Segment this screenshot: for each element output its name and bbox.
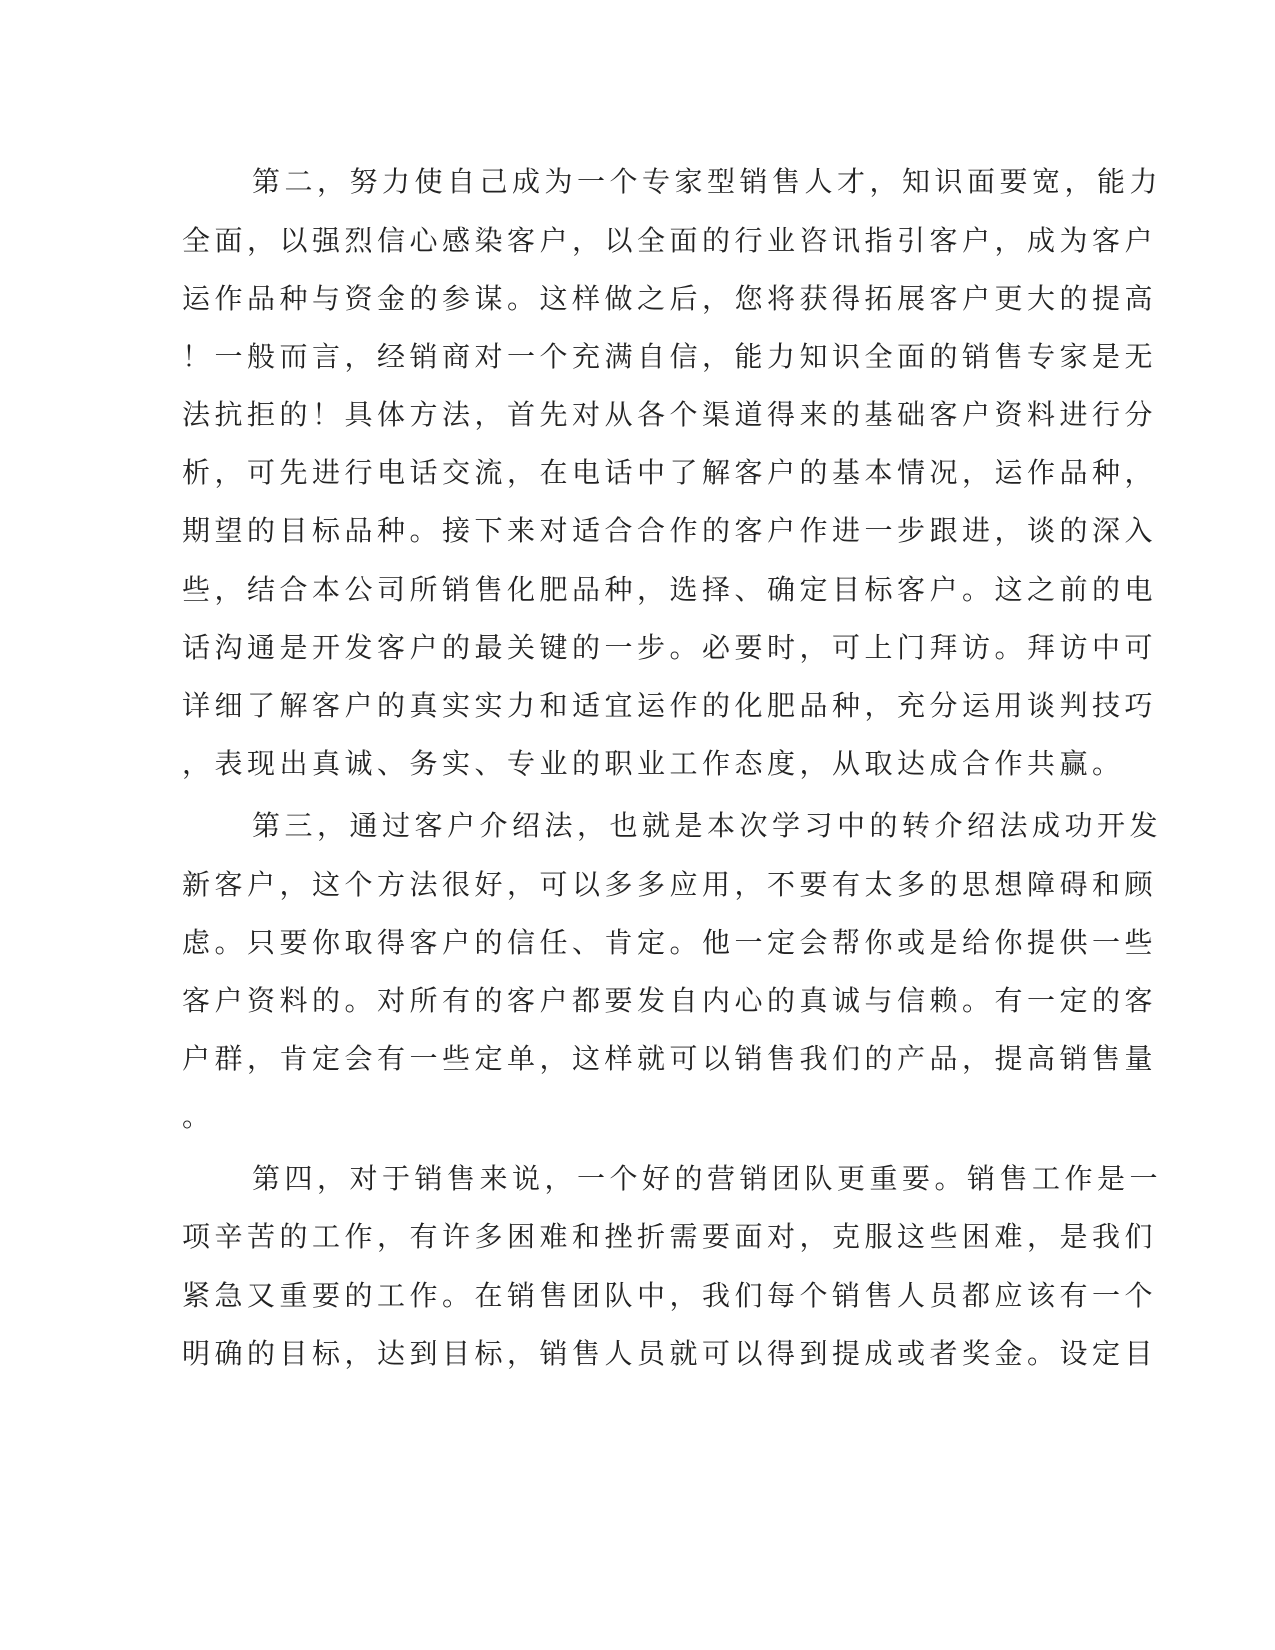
paragraph-2-line-3: 运作品种与资金的参谋。这样做之后，您将获得拓展客户更大的提高 [182,282,1158,315]
paragraph-3-line-2: 新客户，这个方法很好，可以多多应用，不要有太多的思想障碍和顾 [182,868,1158,901]
paragraph-2-line-5: 法抗拒的！具体方法，首先对从各个渠道得来的基础客户资料进行分 [182,398,1158,431]
paragraph-2-line-11: ，表现出真诚、务实、专业的职业工作态度，从取达成合作共赢。 [182,747,1125,780]
paragraph-3-line-5: 户群，肯定会有一些定单，这样就可以销售我们的产品，提高销售量 [182,1042,1158,1075]
paragraph-2-line-7: 期望的目标品种。接下来对适合合作的客户作进一步跟进，谈的深入 [182,514,1158,547]
paragraph-2-line-2: 全面，以强烈信心感染客户，以全面的行业咨讯指引客户，成为客户 [182,224,1158,257]
paragraph-4-line-1: 第四，对于销售来说，一个好的营销团队更重要。销售工作是一 [252,1162,1163,1195]
paragraph-2-line-10: 详细了解客户的真实实力和适宜运作的化肥品种，充分运用谈判技巧 [182,689,1158,722]
paragraph-2-line-4: ！一般而言，经销商对一个充满自信，能力知识全面的销售专家是无 [182,340,1158,373]
paragraph-2-line-8: 些，结合本公司所销售化肥品种，选择、确定目标客户。这之前的电 [182,573,1158,606]
paragraph-2-line-1: 第二，努力使自己成为一个专家型销售人才，知识面要宽，能力 [252,165,1163,198]
paragraph-3-line-1: 第三，通过客户介绍法，也就是本次学习中的转介绍法成功开发 [252,809,1163,842]
paragraph-4-line-3: 紧急又重要的工作。在销售团队中，我们每个销售人员都应该有一个 [182,1279,1158,1312]
paragraph-3-line-6: 。 [182,1100,215,1133]
paragraph-4-line-4: 明确的目标，达到目标，销售人员就可以得到提成或者奖金。设定目 [182,1337,1158,1370]
paragraph-2-line-6: 析，可先进行电话交流，在电话中了解客户的基本情况，运作品种， [182,456,1158,489]
paragraph-4-line-2: 项辛苦的工作，有许多困难和挫折需要面对，克服这些困难，是我们 [182,1220,1158,1253]
paragraph-2-line-9: 话沟通是开发客户的最关键的一步。必要时，可上门拜访。拜访中可 [182,631,1158,664]
paragraph-3-line-4: 客户资料的。对所有的客户都要发自内心的真诚与信赖。有一定的客 [182,984,1158,1017]
paragraph-3-line-3: 虑。只要你取得客户的信任、肯定。他一定会帮你或是给你提供一些 [182,926,1158,959]
